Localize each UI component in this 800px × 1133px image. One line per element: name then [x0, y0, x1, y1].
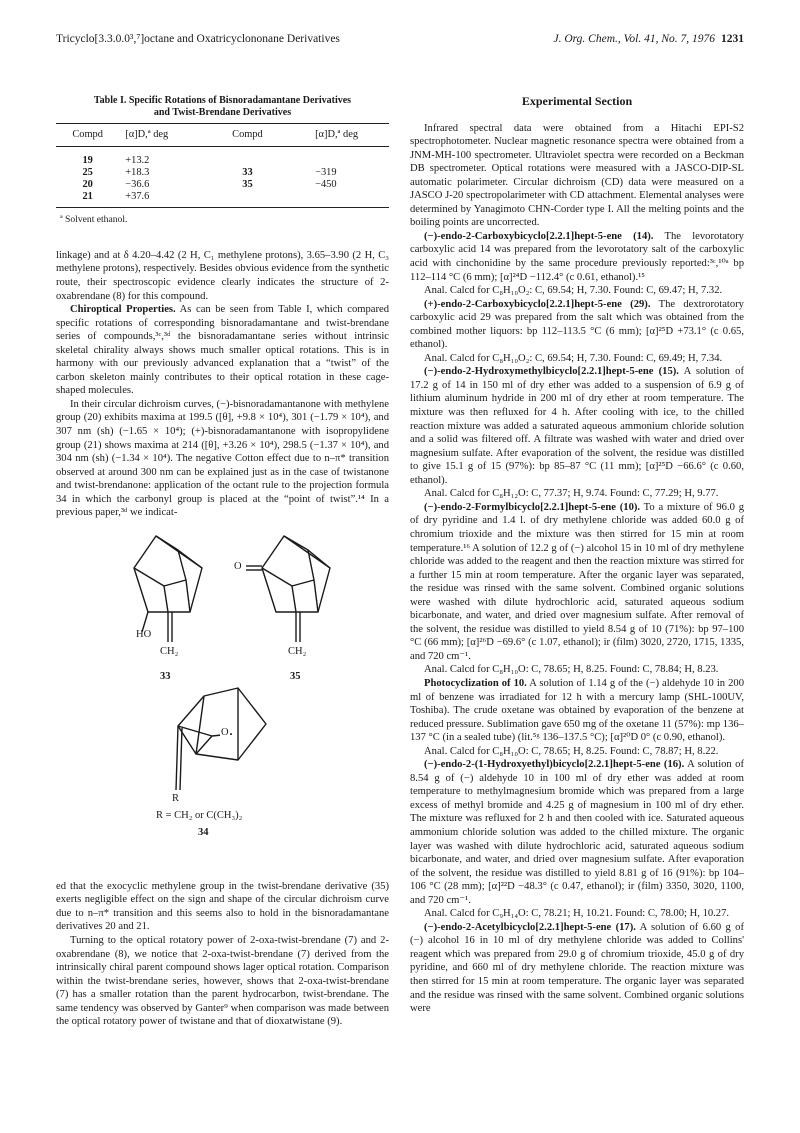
structure-figure: [56, 528, 389, 876]
compound-heading: Photocyclization of 10.: [424, 677, 527, 689]
paragraph-text: A solution of 6.60 g of (−) alcohol 16 in 10 ml of dry methylene chloride was added to Collins' reagent which was prepared from 29.0 g of chromium trioxide, 45.0 g of dry pyridine, and 660 ml of dry methylene chloride. The reaction mixture was then stirred for 15 min at room temperature. The organic layer was separated and the residue was rinsed with the same solvent. Combined organic solutions were: [410, 921, 744, 1015]
structure-35: [246, 536, 330, 642]
r-definition: R = CH₂ or C(CH₃)₂: [156, 809, 243, 821]
journal-name: J. Org. Chem., Vol. 41, No. 7, 1976: [553, 33, 715, 45]
analysis-line: Anal. Calcd for C₈H₁₀O: C, 78.65; H, 8.25. Found: C, 78.87; H, 8.22.: [424, 745, 719, 757]
paragraph-text: A solution of 8.54 g of (−) aldehyde 10 in 100 ml of dry ether was added at room temperature to methylmagnesium bromide which was prepared from a large excess of methyl bromide and 4.25 g of magnesium in 100 ml of dry ether. The mixture was refluxed for 2 h and then cooled with ice. Saturated aqueous ammonium chloride solution was added to the chilled mixture. The organic layer was washed with dilute hydrochloric acid, saturated aqueous sodium bicarbonate, and water, and dried over magnesium sulfate. After evaporation of the solvent, the residue was distilled to yield 8.81 g of 16 (91%): bp 104–106 °C (28 mm); [α]²²D −48.3° (c 0.47, ethanol); ir (film) 3350, 3020, 1100, and 720 cm⁻¹.: [410, 759, 744, 906]
table-cell: +13.2: [125, 154, 150, 166]
label-carbonyl-o: O: [234, 560, 242, 572]
section-heading: Experimental Section: [521, 94, 633, 108]
running-title: Tricyclo[3.3.0.0³,⁷]octane and Oxatricyclononane Derivatives: [56, 33, 340, 45]
compound-number-35: 35: [290, 670, 301, 682]
table-cell: −319: [315, 166, 337, 178]
table-cell: [206, 191, 289, 208]
table-cell: +18.3: [125, 166, 150, 178]
paragraph: [410, 758, 744, 907]
paragraph: [410, 230, 744, 284]
paragraph-text: The levorotatory carboxylic acid 14 was prepared from the levorotatory salt of the carboxylic acid with cinchonidine by the same procedure previously reported:³ᶜ,¹⁰ᵃ bp 112–114 °C (6 mm); [α]²⁴D −112.4° (c 0.61, ethanol).¹⁵: [410, 230, 744, 283]
left-column: [56, 95, 389, 1029]
table-cell: 35: [242, 178, 253, 190]
section-run-in-heading: Chiroptical Properties.: [70, 304, 176, 316]
table-cell: 19: [82, 154, 93, 166]
table-cell: 20: [82, 178, 93, 190]
table-header-row: [56, 124, 389, 147]
compound-number-34: 34: [198, 826, 209, 838]
table-cell: +37.6: [119, 191, 206, 208]
compound-heading: (−)-endo-2-Acetylbicyclo[2.2.1]hept-5-ene (17).: [424, 921, 636, 933]
paragraph: ed that the exocyclic methylene group in the twist-brendane derivative (35) exerts negligible effect on the sign and shape of the circular dichroism curve due to n–π* transition and this seems also to hold in the bisnoradamantane derivatives 20 and 21.: [56, 880, 389, 933]
col-header: Compd: [56, 124, 119, 147]
paragraph-text: To a mixture of 96.0 g of dry pyridine and 1.4 l. of dry methylene chloride was added 60.0 g of chromium trioxide and the mixture was then stirred for 15 min at room temperature.¹⁶ A solution of 12.2 g of (−) alcohol 15 in 10 ml of dry methylene chloride was added to the reagent and then the reaction mixture was stirred for a further 15 min at room temperature. After the organic layer was separated, the residue was rinsed with the same solvent. Combined organic solutions were washed with dilute hydrochloric acid, saturated aqueous sodium bicarbonate, and water, and dried over magnesium sulfate. After removal of the solvent, the residue was distilled to yield 8.54 g of 10 (71%): bp 97–100 °C (66 mm); [α]²⁶D −69.6° (c 1.07, ethanol); ir (film) 3020, 2720, 1715, 1335, and 720 cm⁻¹.: [410, 501, 745, 662]
analysis-line: Anal. Calcd for C₈H₁₀O₂: C, 69.54; H, 7.30. Found: C, 69.47; H, 7.32.: [424, 285, 723, 297]
paragraph-text: A solution of 1.14 g of the (−) aldehyde 10 in 200 ml of benzene was irradiated for 12 h with a mercury lamp (SHL-100UV, Toshiba). The crude oxetane was obtained by evaporation of the benzene at reduced pressure. Sublimation gave 650 mg of the oxetane 11 (57%): mp 136–137 °C (in a sealed tube) (lit.⁵ᵍ 136–137.5 °C); [α]²⁰D 0° (c 0.90, ethanol).: [410, 677, 744, 744]
table-cell: [206, 146, 289, 167]
analysis-line: Anal. Calcd for C₈H₁₂O: C, 77.37; H, 9.74. Found: C, 77.29; H, 9.77.: [424, 488, 719, 500]
paragraph: In their circular dichroism curves, (−)-bisnoradamantanone with methylene group (20) exhibits maxima at 199.5 ([θ], +9.8 × 10⁴), 301 (−1.79 × 10⁴), and 307 nm (sh) (−1.65 × 10⁴); (+)-bisnoradamantanone with isopropylidene group (21) shows maxima at 214 ([θ], +3.26 × 10⁴), 298.5 (−1.37 × 10⁴), and 304 nm (sh) (−1.34 × 10⁴). The negative Cotton effect due to n–π* transition observed at around 300 nm can be explained just as in the case of twistanone and twist-brendanone: application of the octant rule to the projection formula 34 in which the carbonyl group is placed at the “point of twist”.¹⁴ In a previous paper,³ᵈ we indicat-: [56, 398, 389, 519]
table-row: [56, 179, 389, 191]
structure-33: [134, 536, 202, 642]
compound-heading: (−)-endo-2-Carboxybicyclo[2.2.1]hept-5-ene (14).: [424, 230, 654, 242]
paragraph: [410, 677, 744, 745]
table-title: [56, 95, 389, 119]
table-title-line2: and Twist-Brendane Derivatives: [153, 107, 292, 118]
col-header: Compd: [206, 124, 289, 147]
table-cell: [289, 146, 389, 167]
col-header: [α]D,ª deg: [289, 124, 389, 147]
label-ch2: CH₂: [160, 645, 179, 657]
paragraph-text: A solution of 17.2 g of 14 in 150 ml of dry ether was added to a suspension of 6.9 g of lithium aluminum hydride in 200 ml of dry ether at room temperature. The mixture was then refluxed for 4 h. After cooling with ice, to the chilled reaction mixture was added a saturated aqueous ammonium chloride solution and a solid was filtered off. A filtrate was washed with water and dried over magnesium sulfate. After evaporation of the solvent, the residue was distilled to give 15.1 g of 15 (97%): bp 85–87 °C (11 mm); [α]²⁵D −66.6° (c 0.60, ethanol).: [410, 366, 744, 486]
page-header: [56, 33, 744, 49]
table-cell: −36.6: [125, 178, 150, 190]
page-number: 1231: [721, 33, 744, 45]
journal-citation: [553, 33, 744, 45]
paragraph: Turning to the optical rotatory power of 2-oxa-twist-brendane (7) and 2-oxabrendane (8), we notice that 2-oxa-twist-brendane (7) derived from the intrinsically chiral parent compound shows lager optical rotation. Comparison within the twist-brendane series, however, shows that 2-oxa-twist-brendane (7) has a smaller rotation than the parent hydrocarbon, twist-brendane. The same tendency was observed by Ganter⁹ when comparison was made between the optical rotatory power of twistane and that of dioxatwistane (9).: [56, 935, 389, 1028]
col-header: [α]D,ª deg: [119, 124, 206, 147]
table-title-line1: Table I. Specific Rotations of Bisnoradamantane Derivatives: [93, 95, 352, 106]
table-row: [56, 146, 389, 167]
paragraph-text: The dextrorotatory carboxylic acid 29 was prepared from the salt which was obtained from the combined mother liquors: bp 112–113.5 °C (6 mm); [α]²⁵D +73.1° (c 0.65, ethanol).: [410, 298, 744, 351]
chemical-structures-drawing: [56, 528, 389, 876]
label-ho: HO: [136, 628, 152, 640]
compound-heading: (−)-endo-2-Hydroxymethylbicyclo[2.2.1]hept-5-ene (15).: [424, 366, 679, 378]
table-cell: [289, 191, 389, 208]
table-cell: 21: [56, 191, 119, 208]
paragraph-text: As can be seen from Table I, which compared specific rotations of corresponding bisnoradamantane and twist-brendane series of compounds,³ᶜ,³ᵈ the bisnoradamantane series without intrinsic skeletal chirality always shows much smaller optical rotations. This is in harmony with our previously advanced explanation that a “twist” of the carbon skeleton mainly contributes to their optical rotation in these cage-shaped molecules.: [56, 304, 390, 397]
paragraph: [56, 303, 389, 398]
paragraph: [410, 501, 744, 664]
compound-heading: (−)-endo-2-(1-Hydroxyethyl)bicyclo[2.2.1]hept-5-ene (16).: [424, 759, 685, 771]
analysis-line: Anal. Calcd for C₈H₁₀O: C, 78.65; H, 8.25. Found: C, 78.84; H, 8.23.: [424, 664, 719, 676]
analysis-line: Anal. Calcd for C₉H₁₄O: C, 78.21; H, 10.21. Found: C, 78.00; H, 10.27.: [424, 908, 730, 920]
right-column: [410, 95, 744, 1016]
paragraph: [410, 298, 744, 352]
label-r: R: [172, 792, 180, 804]
paragraph: Infrared spectral data were obtained from a Hitachi EPI-S2 spectrophotometer. Nuclear magnetic resonance spectra were obtained from a JNM-MH-100 spectrometer. Ultraviolet spectra were recorded on a Beckman DB spectrometer. Optical rotations were measured with a JASCO-DIP-SL automatic polarimeter. Circular dichroism (CD) data were measured on a JASCO J-20 spectropolarimeter with CD attachment. Elemental analyses were determined by Yanagimoto CHN-Corder type I. All the melting points and the boiling points are uncorrected.: [410, 122, 744, 229]
table-row: [56, 167, 389, 179]
compound-number-33: 33: [160, 670, 171, 682]
paragraph: [410, 921, 744, 1016]
table-cell: −450: [315, 178, 337, 190]
paragraph: [410, 365, 744, 487]
rotation-table: [56, 123, 389, 208]
table-row: [56, 191, 389, 208]
analysis-line: Anal. Calcd for C₈H₁₀O₂: C, 69.54; H, 7.30. Found: C, 69.49; H, 7.34.: [424, 352, 723, 364]
table-footnote: ª Solvent ethanol.: [60, 214, 128, 226]
compound-heading: (−)-endo-2-Formylbicyclo[2.2.1]hept-5-ene (10).: [424, 501, 641, 513]
compound-heading: (+)-endo-2-Carboxybicyclo[2.2.1]hept-5-ene (29).: [424, 298, 651, 310]
label-ch2: CH₂: [288, 645, 307, 657]
label-ring-oxygen: O: [221, 726, 229, 738]
table-cell: 25: [82, 166, 93, 178]
table-cell: 33: [242, 166, 253, 178]
paragraph: linkage) and at δ 4.20–4.42 (2 H, C₁ methylene protons), 3.65–3.90 (2 H, C₃ methylene protons), respectively. Besides obvious evidence from the synthetic route, their spectroscopic evidence clearly indicates the structure of 2-oxabrendane (8) for this compound.: [56, 249, 389, 302]
